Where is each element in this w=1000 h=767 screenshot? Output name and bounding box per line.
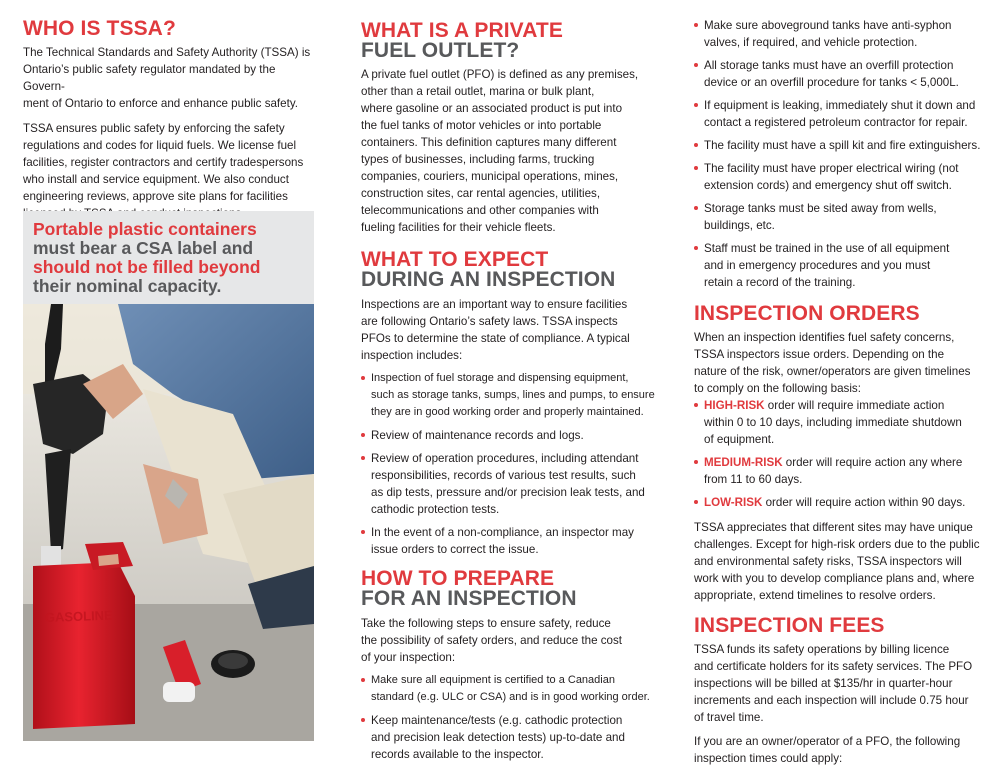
list-item: Review of maintenance records and logs. bbox=[361, 427, 666, 444]
expect-list bbox=[361, 370, 666, 558]
orders-intro: When an inspection identifies fuel safety concerns, TSSA inspectors issue orders. Depending on the nature of the risk, owner/operators are given timelines to comply on the following basis: bbox=[694, 331, 971, 395]
callout-text: Portable plastic containers must bear a CSA label and should not be filled beyond their nominal capacity. bbox=[33, 219, 261, 296]
prepare-intro: Take the following steps to ensure safety, reduce the possibility of safety orders, and reduce the cost of your inspection: bbox=[361, 617, 623, 664]
red-gas-can bbox=[33, 562, 135, 729]
who-paragraph-2: TSSA ensures public safety by enforcing the safety regulations and codes for liquid fuels. We license fuel facilities, register contractors and certify tradespersons who install and service equipment. We also conduct engineering reviews, approve site plans for facilities bbox=[23, 122, 304, 203]
list-item: Review of operation procedures, including attendant responsibilities, records of various test results, such as dip tests, pressure and/or precision leak tests, and cathodic protection tests. bbox=[361, 450, 666, 518]
prepare-heading: HOW TO PREPARE FOR AN INSPECTION bbox=[361, 567, 577, 610]
list-item-high-risk: HIGH-RISK order will require immediate action within 0 to 10 days, including immediate shutdown of equipment. bbox=[694, 397, 984, 448]
list-item: All storage tanks must have an overfill protection device or an overfill procedure for tanks < 5,000L. bbox=[694, 57, 984, 91]
list-item: Make sure aboveground tanks have anti-syphon valves, if required, and vehicle protection. bbox=[694, 17, 984, 51]
fueling-photo bbox=[23, 304, 314, 741]
fees-paragraph-1: TSSA funds its safety operations by billing licence and certificate holders for its safety services. The PFO inspections will be billed at $135/hr in quarter-hour increments and each inspection will include 0.75 hour of travel time. bbox=[694, 643, 973, 724]
list-item: Staff must be trained in the use of all equipment and in emergency procedures and you must retain a record of the training. bbox=[694, 240, 984, 291]
list-item-medium-risk: MEDIUM-RISK order will require action any where from 11 to 60 days. bbox=[694, 454, 984, 488]
orders-outro: TSSA appreciates that different sites may have unique challenges. Except for high-risk orders due to the public and environmental safety risks, TSSA inspectors will work with you to develop compliance plans and, where appropriate, extend timelines to resolve orders. bbox=[694, 521, 980, 602]
expect-heading: WHAT TO EXPECT DURING AN INSPECTION bbox=[361, 248, 616, 291]
expect-intro: Inspections are an important way to ensure facilities are following Ontario’s safety laws. TSSA inspects PFOs to determine the state of compliance. A typical inspection includes: bbox=[361, 298, 630, 362]
list-item: Make sure all equipment is certified to a Canadian standard (e.g. ULC or CSA) and is in good working order. bbox=[361, 672, 666, 706]
list-item-low-risk: LOW-RISK order will require action within 90 days. bbox=[694, 494, 984, 511]
prepare-list-continued bbox=[694, 17, 984, 291]
list-item: The facility must have a spill kit and fire extinguishers. bbox=[694, 137, 984, 154]
list-item: If equipment is leaking, immediately shut it down and contact a registered petroleum contractor for repair. bbox=[694, 97, 984, 131]
column-who-is-tssa bbox=[23, 0, 318, 222]
list-item: In the event of a non-compliance, an inspector may issue orders to correct the issue. bbox=[361, 524, 666, 558]
column-right bbox=[694, 0, 984, 767]
list-item: Storage tanks must be sited away from wells, buildings, etc. bbox=[694, 200, 984, 234]
fees-heading: INSPECTION FEES bbox=[694, 614, 885, 637]
pfo-paragraph: A private fuel outlet (PFO) is defined as any premises, other than a retail outlet, marina or bulk plant, where gasoline or an associated product is put into the fuel tanks of motor vehicles or into portable containers. This definition captures many different types of businesses, including farms, trucking companies, couriers, municipal operations, mines, construction sites, car rental agencies, utilities, telecommunications and other companies with fueling facilities for their vehicle fleets. bbox=[361, 68, 639, 234]
list-item: The facility must have proper electrical wiring (not extension cords) and emergency shut off switch. bbox=[694, 160, 984, 194]
list-item: Keep maintenance/tests (e.g. cathodic protection and precision leak detection tests) up-to-date and records available to the inspector. bbox=[361, 712, 666, 763]
orders-list bbox=[694, 397, 984, 511]
who-paragraph-1: The Technical Standards and Safety Authority (TSSA) is Ontario’s public safety regulator mandated by the Govern- ment of Ontario to enforce and enhance public safety. bbox=[23, 46, 311, 110]
fueling-illustration bbox=[23, 304, 314, 741]
list-item: Inspection of fuel storage and dispensing equipment, such as storage tanks, sumps, lines and pumps, to ensure they are in good working order and properly maintained. bbox=[361, 370, 666, 421]
csa-callout bbox=[23, 211, 314, 304]
prepare-list bbox=[361, 672, 666, 763]
column-middle bbox=[361, 0, 666, 763]
fees-paragraph-2: If you are an owner/operator of a PFO, the following inspection times could apply: bbox=[694, 735, 961, 765]
pfo-heading: WHAT IS A PRIVATE FUEL OUTLET? bbox=[361, 19, 563, 62]
container-label: GASOLINE bbox=[44, 607, 113, 625]
orders-heading: INSPECTION ORDERS bbox=[694, 302, 920, 325]
who-heading: WHO IS TSSA? bbox=[23, 17, 176, 40]
